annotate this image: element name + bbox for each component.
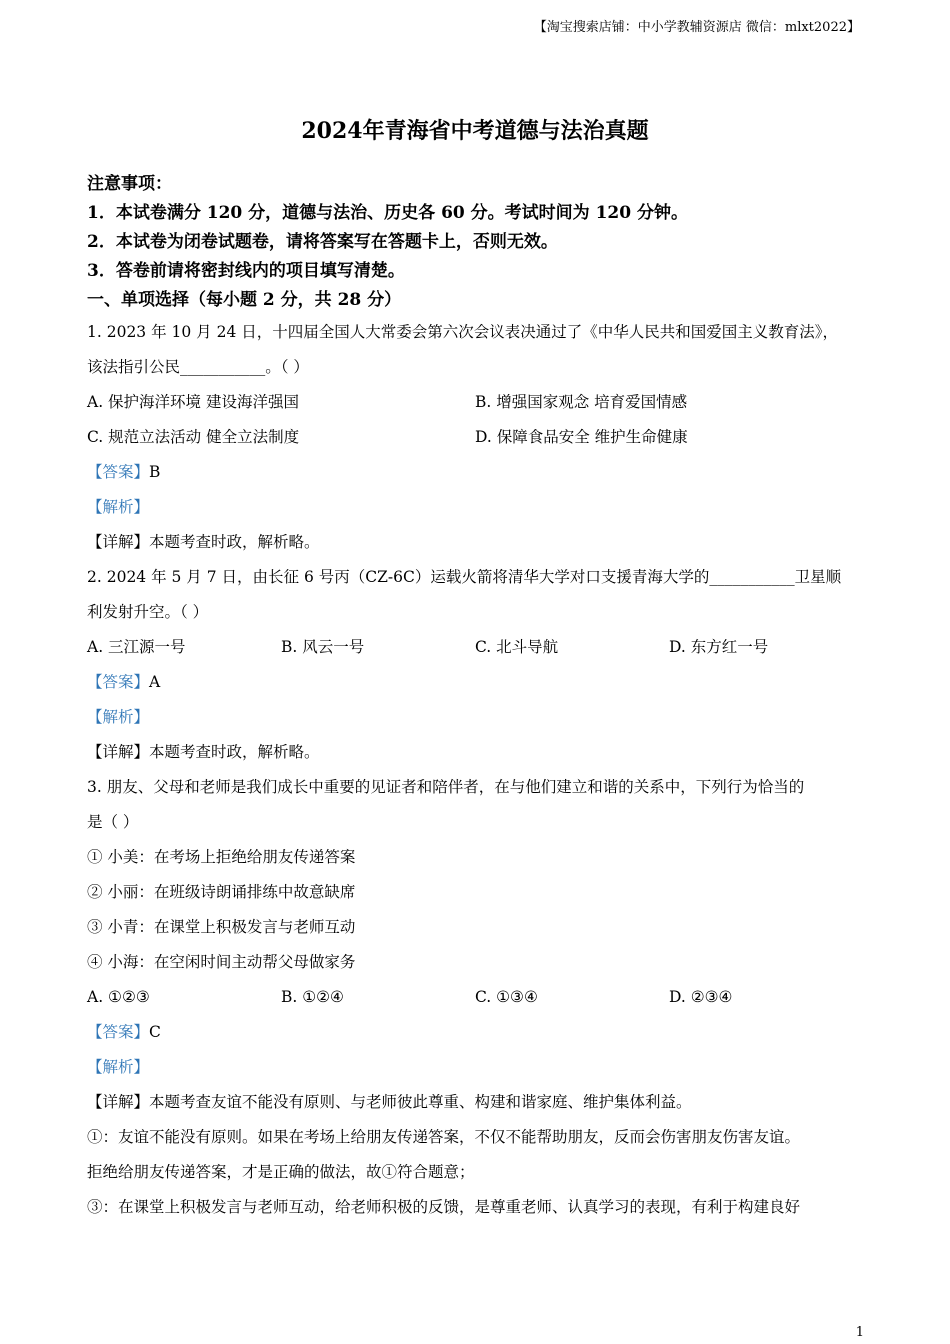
section-title: 一、单项选择（每小题 2 分，共 28 分）	[87, 290, 402, 310]
q2-stem-line1: 2. 2024 年 5 月 7 日，由长征 6 号丙（CZ-6C）运载火箭将清华大学对口支援青海大学的___________卫星顺	[87, 568, 842, 586]
q3-analysis-tag: 【解析】	[87, 1058, 150, 1076]
q3-options	[87, 980, 867, 1015]
q3-answer-value: C	[149, 1023, 161, 1041]
q3-analysis	[87, 1050, 867, 1085]
q3-item-4: ④ 小海：在空闲时间主动帮父母做家务	[87, 953, 356, 971]
q1-options-row1	[87, 385, 867, 420]
page-number: 1	[855, 1325, 864, 1340]
q3-option-d: D. ②③④	[669, 988, 733, 1006]
q3-option-a: A. ①②③	[87, 988, 150, 1006]
q2-option-b: B. 风云一号	[281, 638, 365, 656]
question-2	[87, 560, 867, 770]
q3-item-2: ② 小丽：在班级诗朗诵排练中故意缺席	[87, 883, 356, 901]
q2-option-c: C. 北斗导航	[475, 638, 559, 656]
page-header: 【淘宝搜索店铺：中小学教辅资源店 微信：mlxt2022】	[533, 20, 860, 35]
q3-option-c: C. ①③④	[475, 988, 538, 1006]
note-item-2: 2．本试卷为闭卷试题卷，请将答案写在答题卡上，否则无效。	[87, 232, 558, 252]
q1-option-c: C. 规范立法活动 健全立法制度	[87, 428, 300, 446]
q2-answer-tag: 【答案】	[87, 673, 150, 691]
q3-explain-3-line1: ③：在课堂上积极发言与老师互动，给老师积极的反馈，是尊重老师、认真学习的表现，有利于构建良好	[87, 1198, 801, 1216]
q2-options	[87, 630, 867, 665]
q3-option-b: B. ①②④	[281, 988, 344, 1006]
q1-answer-tag: 【答案】	[87, 463, 150, 481]
q3-item-1: ① 小美：在考场上拒绝给朋友传递答案	[87, 848, 356, 866]
question-3	[87, 770, 867, 1225]
q1-stem-line2: 该法指引公民___________。（ ）	[87, 358, 309, 376]
q3-stem-line2: 是（ ）	[87, 813, 139, 831]
q1-option-d: D. 保障食品安全 维护生命健康	[475, 428, 688, 446]
q3-answer	[87, 1015, 867, 1050]
q2-detail: 【详解】本题考查时政，解析略。	[87, 743, 320, 761]
q1-option-b: B. 增强国家观念 培育爱国情感	[475, 393, 688, 411]
q2-analysis-tag: 【解析】	[87, 708, 150, 726]
q3-answer-tag: 【答案】	[87, 1023, 150, 1041]
question-1	[87, 315, 867, 560]
q1-answer	[87, 455, 867, 490]
q1-options-row2	[87, 420, 867, 455]
exam-content	[87, 170, 867, 1225]
note-item-3: 3．答卷前请将密封线内的项目填写清楚。	[87, 261, 405, 281]
q2-answer-value: A	[149, 673, 161, 691]
q1-answer-value: B	[149, 463, 161, 481]
q2-answer	[87, 665, 867, 700]
q2-stem-line2: 利发射升空。（ ）	[87, 603, 209, 621]
q3-explain-1-line2: 拒绝给朋友传递答案，才是正确的做法，故①符合题意；	[87, 1163, 475, 1181]
notes-heading: 注意事项：	[87, 174, 172, 194]
q2-option-a: A. 三江源一号	[87, 638, 186, 656]
q2-analysis	[87, 700, 867, 735]
q1-option-a: A. 保护海洋环境 建设海洋强国	[87, 393, 299, 411]
q1-analysis-tag: 【解析】	[87, 498, 150, 516]
q1-detail: 【详解】本题考查时政，解析略。	[87, 533, 320, 551]
q3-detail: 【详解】本题考查友谊不能没有原则、与老师彼此尊重、构建和谐家庭、维护集体利益。	[87, 1093, 692, 1111]
q2-option-d: D. 东方红一号	[669, 638, 769, 656]
q3-stem-line1: 3. 朋友、父母和老师是我们成长中重要的见证者和陪伴者，在与他们建立和谐的关系中，下列行为恰当的	[87, 778, 805, 796]
page-title: 2024年青海省中考道德与法治真题	[301, 118, 649, 144]
q1-stem-line1: 1. 2023 年 10 月 24 日，十四届全国人大常委会第六次会议表决通过了《中华人民共和国爱国主义教育法》，	[87, 323, 838, 341]
q3-explain-1-line1: ①：友谊不能没有原则。如果在考场上给朋友传递答案，不仅不能帮助朋友，反而会伤害朋友伤害友谊。	[87, 1128, 801, 1146]
q1-analysis	[87, 490, 867, 525]
q3-item-3: ③ 小青：在课堂上积极发言与老师互动	[87, 918, 356, 936]
note-item-1: 1．本试卷满分 120 分，道德与法治、历史各 60 分。考试时间为 120 分钟。	[87, 203, 688, 223]
